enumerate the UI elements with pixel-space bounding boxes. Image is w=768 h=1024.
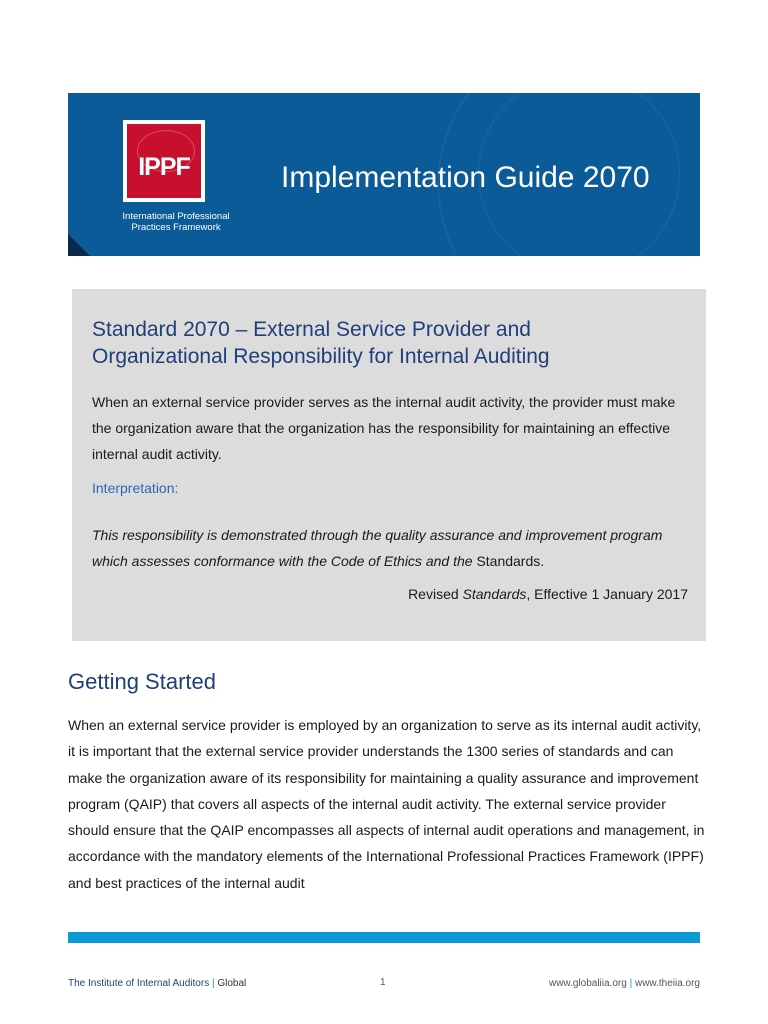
standard-text: When an external service provider serves as the internal audit activity, the provider must make the organization aware that the organization has the responsibility for maintaining an effective internal audit activity.: [92, 394, 676, 462]
ippf-logo: [123, 120, 205, 202]
footer-link-globaliia[interactable]: www.globaliia.org: [548, 978, 627, 989]
logo-caption-line2: Practices Framework: [131, 222, 221, 233]
standard-heading: [92, 316, 692, 370]
document-title: Implementation Guide 2070: [281, 161, 650, 194]
footer-link-theiia[interactable]: www.theiia.org: [634, 978, 700, 989]
footer-org: [68, 978, 246, 989]
revised-suffix: , Effective 1 January 2017: [526, 586, 688, 602]
footer-separator: |: [211, 978, 215, 989]
footer-links-separator: |: [629, 978, 633, 989]
page-number: 1: [380, 977, 386, 988]
interpretation-label: Interpretation:: [92, 480, 179, 496]
footer-divider: [68, 932, 700, 943]
interpretation-tail: Standards.: [476, 553, 545, 569]
standard-heading-line2: Organizational Responsibility for Internal Auditing: [92, 345, 550, 368]
revised-italic: Standards: [462, 586, 527, 602]
interpretation-text: [92, 522, 692, 574]
logo-caption-line1: International Professional: [122, 211, 230, 222]
footer-region: Global: [217, 978, 247, 989]
interpretation-body: This responsibility is demonstrated through the quality assurance and improvement program which assesses conformance with the Code of Ethics and the: [92, 527, 663, 569]
footer-org-name: The Institute of Internal Auditors: [68, 978, 210, 989]
getting-started-text: When an external service provider is employed by an organization to serve as its internal audit activity, it is important that the external service provider understands the 1300 series of standards and can make the organization aware of its responsibility for maintaining a quality assurance and improvement program (QAIP) that covers all aspects of the internal audit activity. The external service provider should ensure that the QAIP encompasses all aspects of internal audit operations and management, in accordance with the mandatory elements of the International Professional Practices Framework (IPPF) and best practices of the internal audit: [68, 717, 705, 891]
standard-box: [72, 289, 706, 641]
logo-red-square: [127, 124, 201, 198]
corner-fold: [68, 234, 90, 256]
standard-heading-line1: Standard 2070 – External Service Provider and: [92, 318, 531, 341]
header-banner: [68, 93, 700, 256]
footer-links: [549, 978, 700, 989]
getting-started-heading: Getting Started: [68, 669, 216, 694]
revised-note: [408, 586, 688, 602]
logo-text: IPPF: [138, 153, 190, 181]
revised-prefix: Revised: [408, 586, 459, 602]
logo-caption: [111, 211, 241, 233]
